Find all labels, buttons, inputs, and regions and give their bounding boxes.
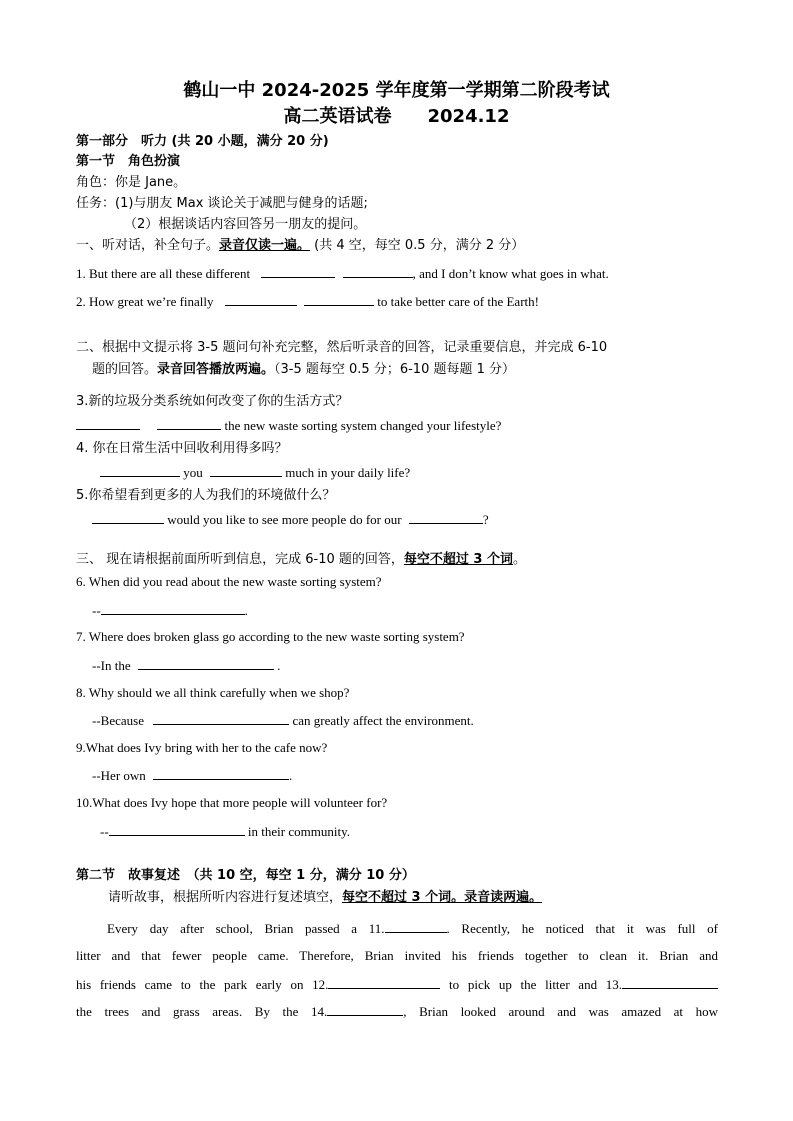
task-line-1: 任务：(1)与朋友 Max 谈论关于减肥与健身的话题; (76, 196, 368, 211)
q3-instructions-text: 三、 现在请根据前面所听到信息，完成 6-10 题的回答， (76, 552, 404, 567)
item-5-sentence (92, 511, 489, 528)
item-6-answer (92, 602, 248, 619)
item-10-answer-suffix: in their community. (247, 824, 350, 839)
q2-instructions-text: 题的回答。 (92, 362, 158, 377)
item-8-question: 8. Why should we all think carefully when we shop? (76, 685, 350, 700)
item-6-answer-prefix: -- (92, 603, 101, 618)
q3-instructions-end: 。 (513, 552, 527, 567)
exam-subtitle: 高二英语试卷 2024.12 (283, 106, 510, 127)
item-5-blank-b[interactable] (409, 511, 483, 524)
exam-title: 鹤山一中 2024-2025 学年度第一学期第二阶段考试 (183, 80, 610, 101)
story-line-1 (76, 920, 718, 937)
item-7-answer-prefix: --In the (92, 658, 131, 673)
item-5-text-mid: would you like to see more people do for our (167, 512, 402, 527)
item-8-answer-prefix: --Because (92, 713, 144, 728)
story-blank-13[interactable] (622, 976, 718, 989)
item-2-blank-b[interactable] (304, 293, 374, 306)
item-10-blank[interactable] (109, 823, 245, 836)
q2-instructions-score: （3-5 题每空 0.5 分；6-10 题每题 1 分） (274, 362, 516, 377)
section2-instructions (108, 890, 542, 906)
story-blank-14[interactable] (327, 1003, 403, 1016)
story-line-1-text-start: Every day after school, Brian passed a 11. (107, 921, 385, 936)
item-1-blank-a[interactable] (261, 265, 335, 278)
item-3-text: the new waste sorting system changed your lifestyle? (224, 418, 502, 433)
item-8-blank[interactable] (153, 712, 289, 725)
item-2-text-start: 2. How great we’re finally (76, 294, 214, 309)
section2-heading: 第二节 故事复述 （共 10 空，每空 1 分，满分 10 分） (76, 868, 415, 883)
item-8-answer-suffix: can greatly affect the environment. (292, 713, 474, 728)
q1-instructions-emphasis: 录音仅读一遍。 (219, 238, 311, 253)
item-1-text-start: 1. But there are all these different (76, 266, 251, 281)
item-3-sentence (76, 417, 501, 434)
item-8-answer (92, 712, 474, 729)
item-1-blank-b[interactable] (343, 265, 413, 278)
item-3-prompt: 3.新的垃圾分类系统如何改变了你的生活方式？ (76, 394, 349, 409)
item-4-text-mid: you (183, 465, 203, 480)
item-7-question: 7. Where does broken glass go according to the new waste sorting system? (76, 629, 465, 644)
item-5-prompt: 5.你希望看到更多的人为我们的环境做什么？ (76, 488, 336, 503)
story-blank-12[interactable] (328, 976, 440, 989)
item-4-sentence (100, 464, 410, 481)
item-3-blank-a[interactable] (76, 417, 140, 430)
task-line-2: （2）根据谈话内容回答另一朋友的提问。 (124, 217, 367, 232)
item-9-question: 9.What does Ivy bring with her to the cafe now? (76, 740, 328, 755)
q3-instructions-emphasis: 每空不超过 3 个词 (403, 552, 514, 567)
story-blank-11[interactable] (385, 920, 447, 933)
item-10-answer-prefix: -- (100, 824, 109, 839)
section2-instructions-text: 请听故事，根据所听内容进行复述填空， (108, 890, 343, 905)
story-line-3-text-start: his friends came to the park early on 12. (76, 977, 329, 992)
item-3-blank-b[interactable] (157, 417, 221, 430)
item-10-question: 10.What does Ivy hope that more people will volunteer for? (76, 795, 388, 810)
item-10-answer (100, 823, 350, 840)
q1-instructions-text: 一、听对话，补全句子。 (76, 238, 220, 253)
item-4-text-end: much in your daily life? (285, 465, 411, 480)
item-6-answer-suffix: . (244, 603, 248, 618)
story-line-3-text-mid: to pick up the litter and 13. (449, 977, 623, 992)
item-4-blank-b[interactable] (210, 464, 282, 477)
story-line-2: litter and that fewer people came. Therefore, Brian invited his friends together to clean it. Brian and (76, 948, 718, 963)
q2-instructions-line2 (92, 362, 515, 378)
part1-heading: 第一部分 听力 (共 20 小题，满分 20 分) (76, 134, 329, 149)
item-2 (76, 293, 539, 310)
q1-instructions-score: (共 4 空，每空 0.5 分，满分 2 分） (310, 238, 525, 253)
section2-instructions-emphasis: 每空不超过 3 个词。录音读两遍。 (342, 890, 543, 905)
q2-instructions-line1: 二、根据中文提示将 3-5 题问句补充完整，然后听录音的回答，记录重要信息，并完成 6-10 (76, 340, 608, 355)
item-7-answer (92, 657, 280, 674)
q3-instructions (76, 552, 526, 568)
item-1-text-end: , and I don’t know what goes in what. (412, 266, 609, 281)
item-4-prompt: 4. 你在日常生活中回收利用得多吗？ (76, 441, 288, 456)
q2-instructions-emphasis: 录音回答播放两遍。 (157, 362, 275, 377)
item-6-blank[interactable] (101, 602, 245, 615)
story-line-1-text-end: . Recently, he noticed that it was full of (446, 921, 719, 936)
item-2-text-end: to take better care of the Earth! (377, 294, 539, 309)
story-line-3 (76, 976, 718, 993)
item-7-answer-suffix: . (277, 658, 281, 673)
item-6-question: 6. When did you read about the new waste sorting system? (76, 574, 382, 589)
item-2-blank-a[interactable] (225, 293, 297, 306)
q1-instructions (76, 238, 524, 254)
item-1 (76, 265, 609, 282)
role-line: 角色：你是 Jane。 (76, 175, 187, 190)
item-9-answer-prefix: --Her own (92, 768, 146, 783)
item-5-text-end: ? (482, 512, 489, 527)
item-7-blank[interactable] (138, 657, 274, 670)
story-line-4 (76, 1003, 718, 1020)
item-9-answer (92, 767, 292, 784)
story-line-4-text-start: the trees and grass areas. By the 14. (76, 1004, 328, 1019)
item-4-blank-a[interactable] (100, 464, 180, 477)
section1-heading: 第一节 角色扮演 (76, 154, 181, 169)
story-line-4-text-end: , Brian looked around and was amazed at how (403, 1004, 719, 1019)
item-5-blank-a[interactable] (92, 511, 164, 524)
item-9-answer-suffix: . (289, 768, 293, 783)
item-9-blank[interactable] (153, 767, 289, 780)
